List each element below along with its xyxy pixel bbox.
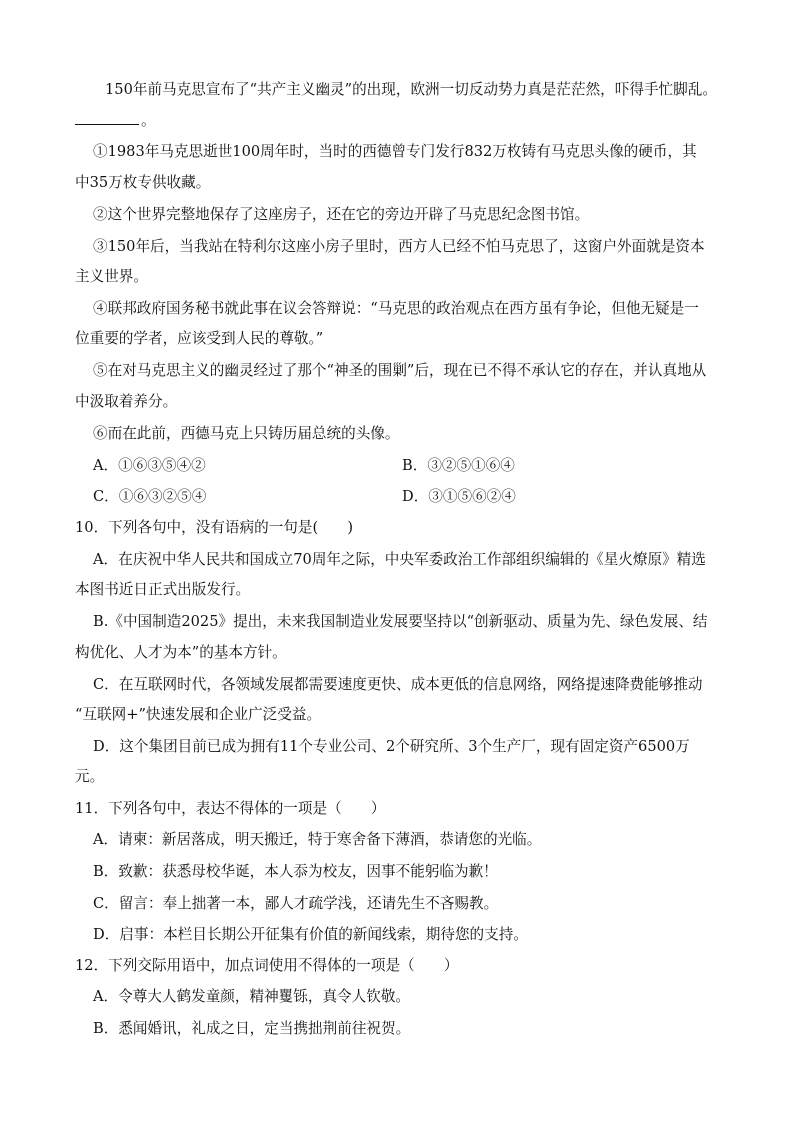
sentence-1-line1: ①1983年马克思逝世100周年时，当时的西德曾专门发行832万枚铸有马克思头像的硬币，其	[93, 143, 697, 160]
q9-option-a[interactable]: A．①⑥③⑤④②	[93, 457, 206, 474]
intro-tail: 。	[141, 112, 156, 129]
q11-option-c[interactable]: C．留言：奉上拙著一本，鄙人才疏学浅，还请先生不吝赐教。	[93, 895, 499, 912]
sentence-3-line1: ③150年后，当我站在特利尔这座小房子里时，西方人已经不怕马克思了，这窗户外面就是资本	[93, 238, 705, 255]
q9-option-c[interactable]: C．①⑥③②⑤④	[93, 488, 207, 505]
q11-option-d[interactable]: D．启事：本栏目长期公开征集有价值的新闻线索，期待您的支持。	[93, 926, 528, 943]
q11-option-a[interactable]: A．请柬：新居落成，明天搬迁，特于寒舍备下薄酒，恭请您的光临。	[93, 831, 542, 848]
q10-option-b-line2[interactable]: 构优化、人才为本”的基本方针。	[75, 644, 287, 661]
q9-option-d[interactable]: D．③①⑤⑥②④	[402, 488, 516, 505]
q10-option-a-line2[interactable]: 本图书近日正式出版发行。	[75, 581, 251, 598]
q12-option-b[interactable]: B．悉闻婚讯，礼成之日，定当携拙荆前往祝贺。	[93, 1020, 411, 1037]
q12-stem: 12．下列交际用语中，加点词使用不得体的一项是（ ）	[75, 957, 459, 974]
sentence-1-line2: 中35万枚专供收藏。	[75, 174, 211, 191]
fill-blank	[75, 110, 139, 125]
sentence-5-line2: 中汲取着养分。	[75, 393, 178, 410]
sentence-5-line1: ⑤在对马克思主义的幽灵经过了那个“神圣的围剿”后，现在已不得不承认它的存在，并认真地从	[93, 362, 707, 379]
sentence-3-line2: 主义世界。	[75, 268, 148, 285]
sentence-4-line2: 位重要的学者，应该受到人民的尊敬。”	[75, 330, 324, 347]
q10-option-c-line1[interactable]: C．在互联网时代，各领域发展都需要速度更快、成本更低的信息网络，网络提速降费能够推动	[93, 676, 703, 693]
q10-stem: 10．下列各句中，没有语病的一句是( )	[75, 519, 354, 536]
q11-stem: 11．下列各句中，表达不得体的一项是（ ）	[75, 800, 386, 817]
intro-blank	[75, 110, 156, 131]
sentence-4-line1: ④联邦政府国务秘书就此事在议会答辩说：“马克思的政治观点在西方虽有争论，但他无疑是一	[93, 300, 699, 317]
q9-option-b[interactable]: B．③②⑤①⑥④	[402, 457, 515, 474]
sentence-6: ⑥而在此前，西德马克上只铸历届总统的头像。	[93, 425, 400, 442]
q10-option-d-line2[interactable]: 元。	[75, 768, 105, 785]
q11-option-b[interactable]: B．致歉：获悉母校华诞，本人忝为校友，因事不能躬临为歉！	[93, 863, 498, 880]
q10-option-a-line1[interactable]: A．在庆祝中华人民共和国成立70周年之际，中央军委政治工作部组织编辑的《星火燎原》精选	[93, 551, 706, 568]
q10-option-d-line1[interactable]: D．这个集团目前已成为拥有11个专业公司、2个研究所、3个生产厂，现有固定资产6500万	[93, 738, 690, 755]
intro-text: 150年前马克思宣布了“共产主义幽灵”的出现，欧洲一切反动势力真是茫茫然，吓得手忙脚乱。	[105, 81, 717, 98]
q10-option-c-line2[interactable]: “互联网+”快速发展和企业广泛受益。	[75, 706, 322, 723]
sentence-2: ②这个世界完整地保存了这座房子，还在它的旁边开辟了马克思纪念图书馆。	[93, 206, 590, 223]
q12-option-a[interactable]: A．令尊大人鹤发童颜，精神矍铄，真令人钦敬。	[93, 988, 411, 1005]
q10-option-b-line1[interactable]: B.《中国制造2025》提出，未来我国制造业发展要坚持以“创新驱动、质量为先、绿色发展、结	[93, 613, 708, 630]
